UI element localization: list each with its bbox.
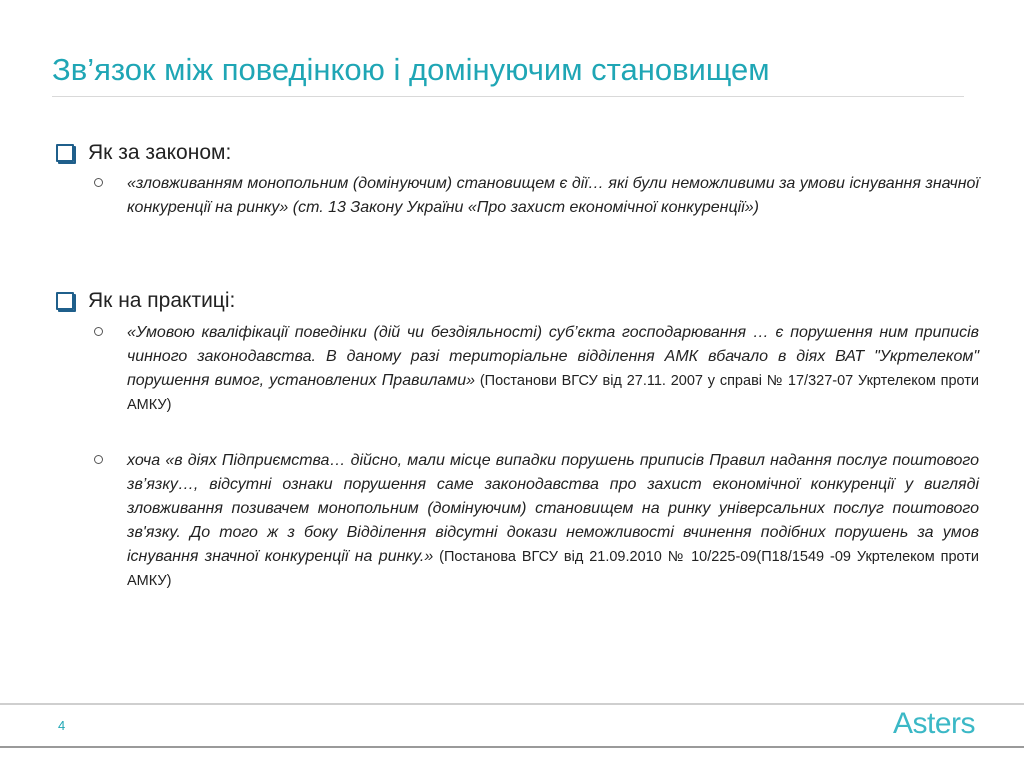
practice-quote-text-1 xyxy=(127,321,979,417)
quote-citation: (Постанови ВГСУ від 27.11. 2007 у справі № 17/327-07 Укртелеком проти АМКУ) xyxy=(127,373,980,413)
circle-bullet-icon xyxy=(94,178,103,187)
circle-bullet-icon xyxy=(94,455,103,464)
quote-citation: (Постанова ВГСУ від 21.09.2010 № 10/225-09(П18/1549 -09 Укртелеком проти АМКУ) xyxy=(127,549,980,589)
footer-divider-bottom xyxy=(0,746,1024,748)
law-quote-text: «зловживанням монопольним (домінуючим) становищем є дії… які були неможливими за умови існування значної конкуренції на ринку» (ст. 13 Закону України «Про захист економічної конкуренції») xyxy=(127,175,979,216)
section-heading-practice xyxy=(52,289,235,313)
section-heading-law xyxy=(52,141,231,165)
practice-quote-item-1 xyxy=(94,321,979,417)
practice-quote-text-2 xyxy=(127,449,979,593)
section-heading-text: Як за законом: xyxy=(88,141,232,164)
quote-body: хоча «в діях Підприємства… дійсно, мали місце випадки порушень приписів Правил надання послуг поштового зв’язку…, відсутні ознаки порушення саме законодавства про захист економічної конкуренції у вигляді зловживання позивачем монопольним (домінуючим) становищем на ринку універсальних послуг поштового зв'язку. До того ж з боку Відділення відсутні докази неможливості вчинення подібних порушень за умов існування значної конкуренції на ринку.» xyxy=(127,452,979,565)
law-quote-item xyxy=(94,172,979,220)
quote-body: «Умовою кваліфікації поведінки (дій чи бездіяльності) суб’єкта господарювання … є порушення ним приписів чинного законодавства. В даному разі територіальне відділення АМК вбачало в діях ВАТ "Укртелеком" порушення вимог, установлених Правилами» xyxy=(127,324,979,389)
circle-bullet-icon xyxy=(94,327,103,336)
footer-divider-top xyxy=(0,703,1024,705)
section-heading-text: Як на практиці: xyxy=(88,289,236,312)
slide-title: Зв’язок між поведінкою і домінуючим становищем xyxy=(52,52,770,87)
asters-logo: Asters xyxy=(893,707,976,740)
checkbox-bullet-icon xyxy=(56,292,74,310)
checkbox-bullet-icon xyxy=(56,144,74,162)
title-divider xyxy=(52,96,964,97)
practice-quote-item-2 xyxy=(94,449,979,593)
page-number: 4 xyxy=(58,718,66,733)
